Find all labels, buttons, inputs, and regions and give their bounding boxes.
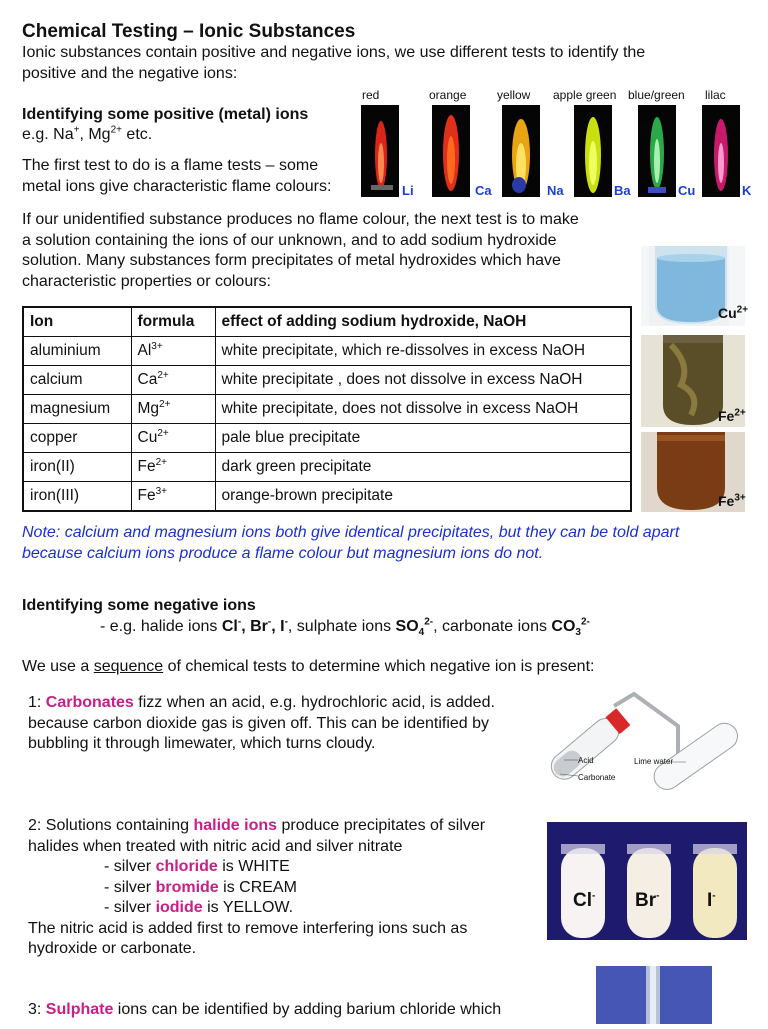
ion-cell: magnesium — [23, 395, 131, 424]
halide-item — [28, 857, 485, 878]
effect-cell: white precipitate, which re-dissolves in excess NaOH — [215, 337, 631, 366]
flame-photo-k — [702, 105, 740, 197]
i-tube-label — [707, 890, 716, 912]
sequence-pre: We use a — [22, 658, 94, 675]
charge: + — [73, 124, 80, 136]
formula-cell — [131, 337, 215, 366]
formula-cell — [131, 424, 215, 453]
item-pre: - silver — [104, 899, 156, 916]
formula-base: Fe — [137, 487, 156, 504]
label-base: Cu — [718, 305, 737, 321]
flame-photo-li — [361, 105, 399, 197]
table-row — [23, 482, 631, 512]
ion-cell: iron(II) — [23, 453, 131, 482]
intro-text — [22, 43, 645, 84]
formula-base: Fe — [137, 458, 156, 475]
ion-cell: calcium — [23, 366, 131, 395]
charge: 2+ — [157, 369, 169, 381]
subscript: 4 — [418, 627, 425, 639]
example-prefix: - e.g. halide ions — [100, 618, 222, 635]
bromide-symbol: , Br — [241, 618, 268, 635]
sequence-post: of chemical tests to determine which negative ion is present: — [163, 658, 595, 675]
charge: 2+ — [734, 407, 746, 419]
naoh-intro-line: characteristic properties or colours: — [22, 272, 271, 290]
charge: 3+ — [734, 492, 746, 504]
naoh-intro-line: If our unidentified substance produces no flame colour, the next test is to make — [22, 211, 579, 228]
flame-photo-na — [502, 105, 540, 197]
flame-symbol: Na — [547, 183, 564, 198]
flame-test-line: metal ions give characteristic flame colours: — [22, 177, 332, 195]
formula-base: Al — [137, 342, 152, 359]
test-2-line: The nitric acid is added first to remove interfering ions such as — [28, 919, 468, 937]
flame-test-text — [22, 156, 331, 197]
test-2-line: halides when treated with nitric acid and silver nitrate — [28, 837, 403, 855]
label-base: I — [707, 890, 713, 911]
ion-cell: iron(III) — [23, 482, 131, 512]
formula-cell — [131, 366, 215, 395]
example-mg: , Mg — [79, 126, 111, 143]
test-number: 1: — [28, 694, 46, 711]
test-number: 3: — [28, 1001, 46, 1018]
item-post: is WHITE — [217, 858, 290, 875]
label-base: Br — [635, 890, 657, 911]
br-tube-label — [635, 890, 659, 912]
carbonate-text: , carbonate ions — [433, 618, 552, 635]
table-header-row — [23, 307, 631, 337]
test-2-rest: produce precipitates of silver — [277, 817, 486, 834]
note-line: Note: calcium and magnesium ions both give identical precipitates, but they can be told apart — [22, 524, 680, 541]
halide-item — [28, 878, 485, 899]
effect-cell: pale blue precipitate — [215, 424, 631, 453]
formula-cell — [131, 395, 215, 424]
carbonate-formula: CO — [551, 618, 576, 635]
example-suffix: etc. — [121, 126, 153, 143]
fe3-tube-label — [718, 493, 746, 509]
charge: 3+ — [151, 340, 163, 352]
charge: 2+ — [159, 398, 171, 410]
charge: - — [656, 890, 660, 902]
sequence-text — [22, 657, 594, 678]
test-3-text — [28, 1000, 501, 1021]
item-post: is YELLOW. — [202, 899, 294, 916]
charge: 3+ — [155, 485, 167, 497]
flame-colour-label: yellow — [497, 88, 531, 102]
column-header: Ion — [23, 307, 131, 337]
charge: 2+ — [155, 456, 167, 468]
flame-colour-label: red — [362, 88, 380, 102]
formula-base: Ca — [137, 371, 158, 388]
sulphate-keyword: Sulphate — [45, 1001, 114, 1018]
flame-colour-label: lilac — [705, 88, 726, 102]
flame-symbol: Ba — [614, 183, 631, 198]
example-na: e.g. Na — [22, 126, 74, 143]
test-2-line — [28, 816, 485, 837]
charge: - — [712, 890, 716, 902]
flame-test-line: The first test to do is a flame tests – some — [22, 157, 319, 174]
naoh-intro-line: a solution containing the ions of our unknown, and to add sodium hydroxide — [22, 231, 557, 249]
ion-cell: aluminium — [23, 337, 131, 366]
note — [22, 523, 679, 564]
positive-ions-example — [22, 125, 152, 146]
effect-cell: white precipitate, does not dissolve in excess NaOH — [215, 395, 631, 424]
test-1-line: bubbling it through limewater, which turns cloudy. — [28, 735, 376, 752]
halide-keyword: halide ions — [193, 817, 278, 834]
sulphate-formula: SO — [395, 618, 419, 635]
effect-cell: white precipitate , does not dissolve in excess NaOH — [215, 366, 631, 395]
flame-photo-ca — [432, 105, 470, 197]
negative-ions-heading: Identifying some negative ions — [22, 597, 256, 614]
column-header: effect of adding sodium hydroxide, NaOH — [215, 307, 631, 337]
flame-symbol: Cu — [678, 183, 696, 198]
table-row — [23, 366, 631, 395]
iodide-symbol: , I — [271, 618, 285, 635]
flame-symbol: K — [742, 183, 752, 198]
charge: - — [284, 616, 288, 628]
cl-tube-label — [573, 890, 595, 912]
effect-cell: dark green precipitate — [215, 453, 631, 482]
chloride-symbol: Cl — [221, 618, 238, 635]
formula-cell — [131, 453, 215, 482]
charge: - — [237, 616, 242, 628]
carbonate-apparatus-diagram — [528, 686, 744, 796]
charge: - — [592, 890, 596, 902]
carbonates-keyword: Carbonates — [45, 694, 134, 711]
label-base: Cl — [573, 890, 592, 911]
flame-colour-label: apple green — [553, 88, 617, 102]
table-row — [23, 424, 631, 453]
item-pre: - silver — [104, 858, 156, 875]
label-base: Fe — [718, 408, 735, 424]
barium-test-photo — [596, 966, 712, 1024]
test-2-line: hydroxide or carbonate. — [28, 940, 197, 957]
positive-ions-heading: Identifying some positive (metal) ions — [22, 106, 309, 123]
carbonate-label: Carbonate — [578, 773, 616, 782]
acid-label: Acid — [578, 756, 594, 765]
table-row — [23, 395, 631, 424]
flame-symbol: Li — [402, 183, 414, 198]
page-title: Chemical Testing – Ionic Substances — [22, 21, 356, 42]
silver-halide-photo — [547, 822, 747, 940]
formula-base: Cu — [137, 429, 158, 446]
sequence-word: sequence — [93, 658, 164, 675]
charge: 2+ — [157, 427, 169, 439]
item-pre: - silver — [104, 878, 156, 896]
intro-line: Ionic substances contain positive and negative ions, we use different tests to identify the — [22, 44, 646, 61]
test-2-text — [28, 816, 485, 960]
flame-photo-ba — [574, 105, 612, 197]
label-base: Fe — [718, 493, 735, 509]
test-1-text — [28, 693, 495, 755]
flame-symbol: Ca — [475, 183, 492, 198]
test-1-line: because carbon dioxide gas is given off. This can be identified by — [28, 714, 490, 732]
fe2-tube-label — [718, 408, 746, 424]
bromide-keyword: bromide — [155, 878, 219, 896]
sulphate-text: , sulphate ions — [287, 618, 396, 635]
test-number: 2: Solutions containing — [28, 817, 194, 834]
flame-photo-cu — [638, 105, 676, 197]
test-1-rest: fizz when an acid, e.g. hydrochloric acid, is added. — [133, 694, 495, 711]
chloride-keyword: chloride — [155, 858, 218, 875]
intro-line: positive and the negative ions: — [22, 64, 238, 82]
limewater-label: Lime water — [634, 757, 674, 766]
charge: 2- — [580, 616, 590, 628]
naoh-intro-line: solution. Many substances form precipitates of metal hydroxides which have — [22, 252, 561, 269]
iodide-keyword: iodide — [155, 899, 203, 916]
charge: - — [267, 616, 272, 628]
flame-colour-label: orange — [429, 88, 467, 102]
test-1-line — [28, 693, 495, 714]
flame-test-photos — [352, 86, 762, 204]
flame-colour-label: blue/green — [628, 88, 685, 102]
test-3-rest: ions can be identified by adding barium chloride which — [113, 1001, 502, 1018]
effect-cell: orange-brown precipitate — [215, 482, 631, 512]
ion-cell: copper — [23, 424, 131, 453]
charge: 2+ — [736, 304, 749, 316]
charge: 2- — [424, 616, 434, 628]
formula-cell — [131, 482, 215, 512]
charge: 2+ — [110, 124, 122, 136]
naoh-intro — [22, 210, 579, 292]
formula-base: Mg — [137, 400, 160, 417]
cu-tube-label — [718, 305, 748, 321]
negative-ions-examples — [100, 617, 590, 638]
table-row — [23, 337, 631, 366]
table-row — [23, 453, 631, 482]
note-line: because calcium ions produce a flame colour but magnesium ions do not. — [22, 544, 544, 562]
halide-item — [28, 898, 485, 919]
item-post: is CREAM — [218, 878, 297, 896]
column-header: formula — [131, 307, 215, 337]
naoh-table — [22, 306, 632, 512]
subscript: 3 — [575, 627, 581, 639]
